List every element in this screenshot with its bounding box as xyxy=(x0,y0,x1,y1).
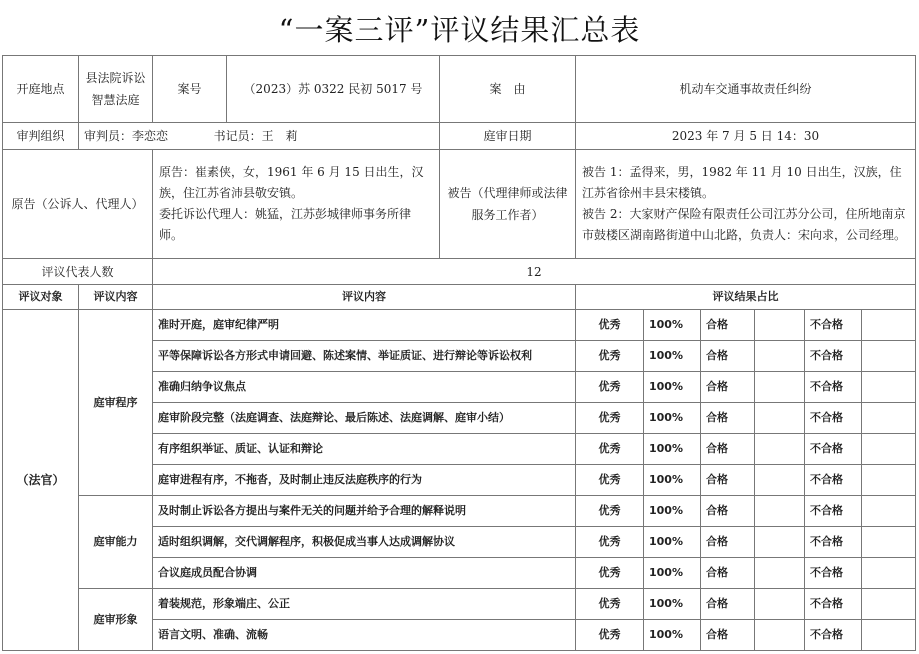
header-content-detail: 评议内容 xyxy=(153,285,576,310)
rating-excellent-percent: 100% xyxy=(644,589,701,620)
date-label: 庭审日期 xyxy=(440,123,576,150)
judge-text: 审判员：李恋恋 xyxy=(84,129,169,143)
rating-pass-percent xyxy=(755,589,805,620)
eval-criterion: 平等保障诉讼各方形式申请回避、陈述案情、举证质证、进行辩论等诉讼权利 xyxy=(153,341,576,372)
rating-fail-label: 不合格 xyxy=(805,403,862,434)
header-object: 评议对象 xyxy=(3,285,79,310)
eval-row xyxy=(3,496,916,527)
rating-pass-percent xyxy=(755,341,805,372)
rating-fail-percent xyxy=(862,310,916,341)
rating-fail-percent xyxy=(862,620,916,651)
plaintiff-label: 原告（公诉人、代理人） xyxy=(3,150,153,259)
rating-fail-label: 不合格 xyxy=(805,341,862,372)
rating-pass-label: 合格 xyxy=(701,310,755,341)
summary-table xyxy=(2,55,916,651)
rating-pass-label: 合格 xyxy=(701,558,755,589)
page-title: “一案三评”评议结果汇总表 xyxy=(278,13,641,47)
eval-row xyxy=(3,310,916,341)
defendant-label: 被告（代理律师或法律服务工作者） xyxy=(440,150,576,259)
eval-criterion: 庭审阶段完整（法庭调查、法庭辩论、最后陈述、法庭调解、庭审小结） xyxy=(153,403,576,434)
clerk-text: 书记员：王 莉 xyxy=(213,129,298,143)
eval-group-name: 庭审能力 xyxy=(79,496,153,589)
cause-label: 案 由 xyxy=(440,56,576,123)
eval-criterion: 准确归纳争议焦点 xyxy=(153,372,576,403)
rating-fail-label: 不合格 xyxy=(805,620,862,651)
plaintiff-line-1: 原告：崔素侠，女，1961 年 6 月 15 日出生，汉族，住江苏省沛县敬安镇。 xyxy=(159,165,424,200)
panel-label: 审判组织 xyxy=(3,123,79,150)
panel-value xyxy=(79,123,440,150)
rating-excellent-label: 优秀 xyxy=(576,496,644,527)
eval-group-name: 庭审形象 xyxy=(79,589,153,651)
eval-criterion: 语言文明、准确、流畅 xyxy=(153,620,576,651)
case-no-label: 案号 xyxy=(153,56,227,123)
rating-pass-percent xyxy=(755,465,805,496)
rating-pass-percent xyxy=(755,310,805,341)
date-value: 2023 年 7 月 5 日 14：30 xyxy=(576,123,916,150)
rating-pass-percent xyxy=(755,558,805,589)
rating-pass-percent xyxy=(755,527,805,558)
reviewers-label: 评议代表人数 xyxy=(3,259,153,285)
rating-fail-percent xyxy=(862,403,916,434)
rating-excellent-percent: 100% xyxy=(644,465,701,496)
rating-fail-label: 不合格 xyxy=(805,465,862,496)
header-results: 评议结果占比 xyxy=(576,285,916,310)
rating-fail-percent xyxy=(862,589,916,620)
rating-excellent-label: 优秀 xyxy=(576,589,644,620)
rating-fail-label: 不合格 xyxy=(805,372,862,403)
eval-header-row xyxy=(3,285,916,310)
rating-pass-label: 合格 xyxy=(701,620,755,651)
rating-excellent-percent: 100% xyxy=(644,341,701,372)
eval-object: （法官） xyxy=(3,310,79,651)
rating-fail-label: 不合格 xyxy=(805,558,862,589)
rating-excellent-percent: 100% xyxy=(644,310,701,341)
rating-excellent-label: 优秀 xyxy=(576,558,644,589)
parties-row xyxy=(3,150,916,259)
defendant-line-1: 被告 1：孟得来，男，1982 年 11 月 10 日出生，汉族，住江苏省徐州丰县宋楼镇。 xyxy=(582,165,902,200)
rating-fail-percent xyxy=(862,341,916,372)
rating-excellent-label: 优秀 xyxy=(576,341,644,372)
eval-criterion: 及时制止诉讼各方提出与案件无关的问题并给予合理的解释说明 xyxy=(153,496,576,527)
rating-excellent-label: 优秀 xyxy=(576,403,644,434)
rating-fail-label: 不合格 xyxy=(805,310,862,341)
rating-excellent-label: 优秀 xyxy=(576,527,644,558)
rating-fail-percent xyxy=(862,558,916,589)
rating-pass-percent xyxy=(755,372,805,403)
eval-criterion: 庭审进程有序，不拖沓，及时制止违反法庭秩序的行为 xyxy=(153,465,576,496)
eval-criterion: 着装规范，形象端庄、公正 xyxy=(153,589,576,620)
rating-pass-label: 合格 xyxy=(701,372,755,403)
cause-value: 机动车交通事故责任纠纷 xyxy=(576,56,916,123)
eval-criterion: 合议庭成员配合协调 xyxy=(153,558,576,589)
rating-excellent-percent: 100% xyxy=(644,496,701,527)
rating-excellent-label: 优秀 xyxy=(576,310,644,341)
rating-excellent-label: 优秀 xyxy=(576,620,644,651)
panel-row xyxy=(3,123,916,150)
rating-fail-label: 不合格 xyxy=(805,527,862,558)
eval-row xyxy=(3,589,916,620)
reviewers-value: 12 xyxy=(153,259,916,285)
rating-pass-label: 合格 xyxy=(701,341,755,372)
rating-pass-label: 合格 xyxy=(701,403,755,434)
rating-excellent-percent: 100% xyxy=(644,527,701,558)
plaintiff-line-2: 委托诉讼代理人：姚猛，江苏彭城律师事务所律师。 xyxy=(159,207,412,242)
rating-fail-label: 不合格 xyxy=(805,496,862,527)
reviewers-row xyxy=(3,259,916,285)
defendant-line-2: 被告 2：大家财产保险有限责任公司江苏分公司，住所地南京市鼓楼区湖南路街道中山北路，负责人：宋向求，公司经理。 xyxy=(582,207,907,242)
rating-pass-label: 合格 xyxy=(701,465,755,496)
rating-excellent-percent: 100% xyxy=(644,620,701,651)
rating-fail-percent xyxy=(862,434,916,465)
rating-fail-percent xyxy=(862,465,916,496)
rating-pass-label: 合格 xyxy=(701,527,755,558)
eval-group-name: 庭审程序 xyxy=(79,310,153,496)
eval-criterion: 适时组织调解，交代调解程序，积极促成当事人达成调解协议 xyxy=(153,527,576,558)
rating-pass-percent xyxy=(755,403,805,434)
eval-criterion: 有序组织举证、质证、认证和辩论 xyxy=(153,434,576,465)
venue-label: 开庭地点 xyxy=(3,56,79,123)
eval-criterion: 准时开庭，庭审纪律严明 xyxy=(153,310,576,341)
venue-row xyxy=(3,56,916,123)
rating-fail-percent xyxy=(862,372,916,403)
rating-fail-percent xyxy=(862,527,916,558)
defendant-text xyxy=(576,150,916,259)
case-no-value: （2023）苏 0322 民初 5017 号 xyxy=(227,56,440,123)
rating-excellent-percent: 100% xyxy=(644,403,701,434)
rating-fail-label: 不合格 xyxy=(805,434,862,465)
rating-excellent-label: 优秀 xyxy=(576,372,644,403)
rating-excellent-label: 优秀 xyxy=(576,434,644,465)
rating-excellent-percent: 100% xyxy=(644,558,701,589)
header-content: 评议内容 xyxy=(79,285,153,310)
rating-pass-label: 合格 xyxy=(701,589,755,620)
rating-pass-percent xyxy=(755,620,805,651)
plaintiff-text xyxy=(153,150,440,259)
rating-pass-percent xyxy=(755,434,805,465)
rating-pass-percent xyxy=(755,496,805,527)
rating-excellent-percent: 100% xyxy=(644,434,701,465)
rating-pass-label: 合格 xyxy=(701,434,755,465)
venue-value: 县法院诉讼智慧法庭 xyxy=(79,56,153,123)
rating-excellent-label: 优秀 xyxy=(576,465,644,496)
rating-excellent-percent: 100% xyxy=(644,372,701,403)
rating-pass-label: 合格 xyxy=(701,496,755,527)
rating-fail-percent xyxy=(862,496,916,527)
rating-fail-label: 不合格 xyxy=(805,589,862,620)
